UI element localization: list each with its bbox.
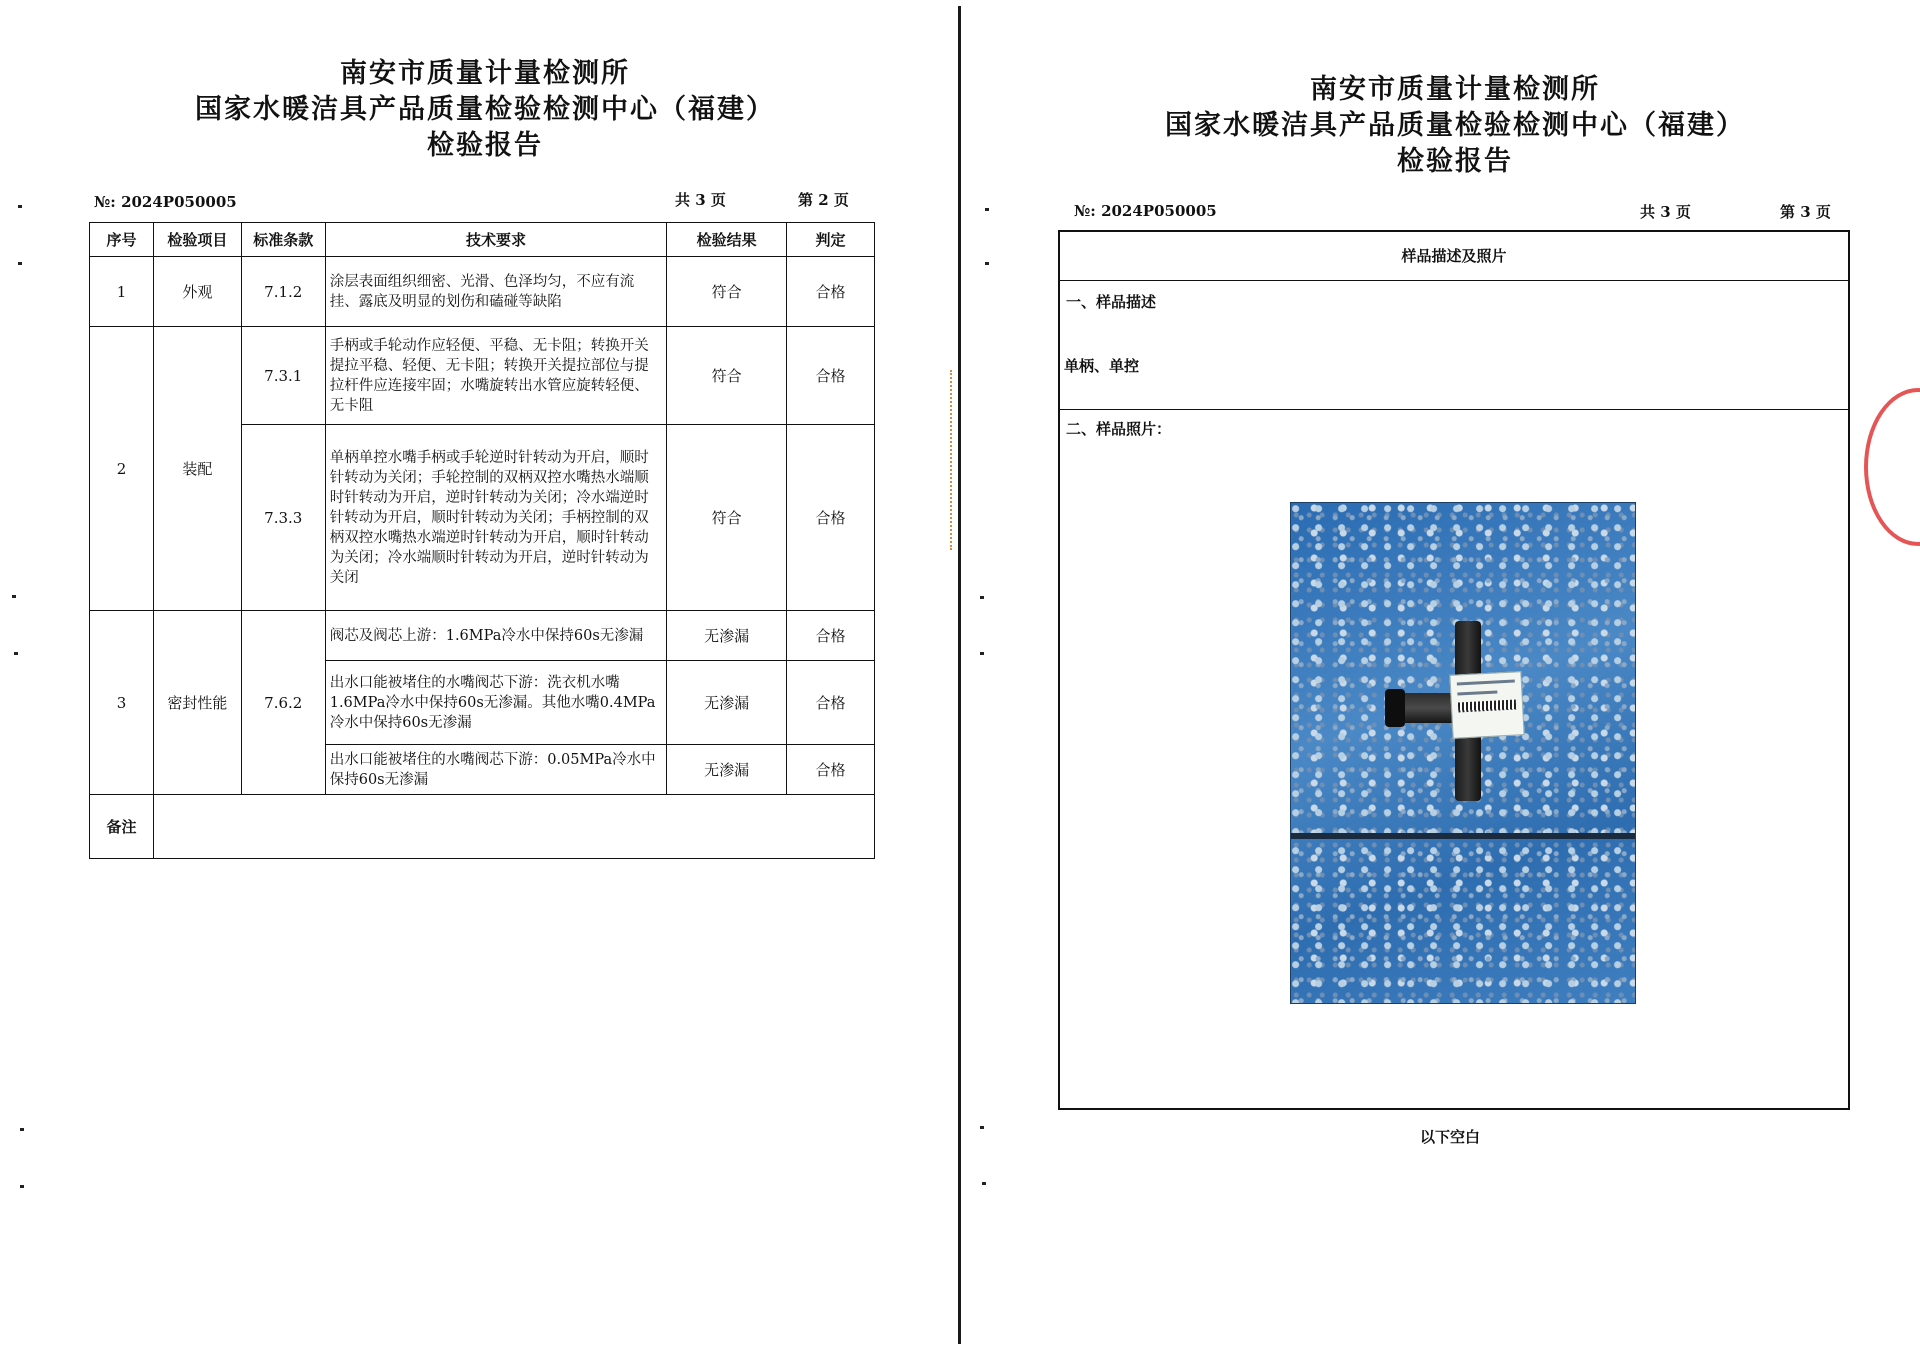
description-value: 单柄、单控 (1064, 357, 1140, 375)
end-note: 以下空白 (1420, 1128, 1481, 1146)
table-row (90, 257, 875, 327)
remarks-row (90, 795, 875, 859)
cell-result: 无渗漏 (667, 661, 787, 745)
cell-verdict: 合格 (787, 425, 875, 611)
scan-mark (20, 1185, 24, 1188)
cell-result: 符合 (667, 257, 787, 327)
page-divider (958, 6, 961, 1344)
remarks-label: 备注 (90, 795, 154, 859)
sample-section (1058, 230, 1850, 1110)
report-title: 检验报告 (1397, 146, 1513, 177)
cell-requirement: 单柄单控水嘴手柄或手轮逆时针转动为开启，顺时针转动为关闭；手轮控制的双柄双控水嘴热水端顺时针转动为开启，逆时针转动为关闭；冷水端逆时针转动为开启，顺时针转动为关闭；手柄控制的双柄双控水嘴热水端逆时针转动为开启，顺时针转动为关闭；冷水端顺时针转动为开启，逆时针转动为关闭 (325, 425, 667, 611)
valve-cap-icon (1385, 689, 1405, 727)
scan-mark (20, 1128, 24, 1131)
scan-mark (985, 262, 989, 265)
tile-joint-line (1291, 833, 1635, 839)
table-row (90, 327, 875, 425)
page-number: 第 3 页 (1780, 203, 1831, 221)
scan-mark (18, 262, 22, 265)
cell-requirement: 出水口能被堵住的水嘴阀芯下游：0.05MPa冷水中保持60s无渗漏 (325, 745, 667, 795)
inspection-table (89, 222, 875, 859)
total-pages: 共 3 页 (1640, 203, 1691, 221)
scan-mark (985, 208, 989, 211)
cell-verdict: 合格 (787, 327, 875, 425)
scan-mark (980, 652, 984, 655)
cell-result: 符合 (667, 327, 787, 425)
cell-clause: 7.3.1 (241, 327, 325, 425)
cell-verdict: 合格 (787, 661, 875, 745)
scan-mark (14, 652, 18, 655)
col-header-result: 检验结果 (667, 223, 787, 257)
scan-mark (980, 1126, 984, 1129)
scan-mark (12, 595, 16, 598)
scan-mark (982, 1182, 986, 1185)
cell-result: 符合 (667, 425, 787, 611)
page-header (90, 56, 880, 164)
institute-name: 南安市质量计量检测所 (1310, 74, 1600, 105)
cell-seq: 2 (90, 327, 154, 611)
photo-label: 二、样品照片： (1066, 420, 1172, 438)
col-header-clause: 标准条款 (241, 223, 325, 257)
report-title: 检验报告 (427, 130, 543, 161)
cell-seq: 3 (90, 611, 154, 795)
scan-mark (18, 205, 22, 208)
cell-item: 外观 (153, 257, 241, 327)
col-header-requirement: 技术要求 (325, 223, 667, 257)
cell-requirement: 阀芯及阀芯上游：1.6MPa冷水中保持60s无渗漏 (325, 611, 667, 661)
official-seal (1864, 388, 1920, 546)
cell-result: 无渗漏 (667, 745, 787, 795)
total-pages: 共 3 页 (675, 191, 726, 209)
institute-name: 南安市质量计量检测所 (340, 58, 630, 89)
sample-description-block (1060, 281, 1848, 410)
cell-verdict: 合格 (787, 611, 875, 661)
seal-edge-marks (950, 370, 962, 550)
sample-photo (1290, 502, 1636, 1004)
sample-photo-block (1060, 410, 1848, 1110)
cell-item: 密封性能 (153, 611, 241, 795)
product-label-tag (1449, 671, 1524, 739)
cell-requirement: 出水口能被堵住的水嘴阀芯下游：洗衣机水嘴1.6MPa冷水中保持60s无渗漏。其他水嘴0.4MPa冷水中保持60s无渗漏 (325, 661, 667, 745)
center-name: 国家水暖洁具产品质量检验检测中心（福建） (1165, 110, 1745, 141)
cell-requirement: 手柄或手轮动作应轻便、平稳、无卡阻；转换开关提拉平稳、轻便、无卡阻；转换开关提拉部位与提拉杆件应连接牢固；水嘴旋转出水管应旋转轻便、无卡阻 (325, 327, 667, 425)
cell-verdict: 合格 (787, 257, 875, 327)
remarks-value (153, 795, 874, 859)
cell-clause: 7.1.2 (241, 257, 325, 327)
section-title: 样品描述及照片 (1060, 232, 1848, 281)
cell-verdict: 合格 (787, 745, 875, 795)
cell-seq: 1 (90, 257, 154, 327)
cell-clause: 7.6.2 (241, 611, 325, 795)
report-number: №: 2024P050005 (94, 193, 237, 211)
page-header (1120, 72, 1790, 180)
col-header-seq: 序号 (90, 223, 154, 257)
cell-result: 无渗漏 (667, 611, 787, 661)
page-number: 第 2 页 (798, 191, 849, 209)
report-number: №: 2024P050005 (1074, 202, 1217, 220)
cell-item: 装配 (153, 327, 241, 611)
col-header-item: 检验项目 (153, 223, 241, 257)
cell-requirement: 涂层表面组织细密、光滑、色泽均匀，不应有流挂、露底及明显的划伤和磕碰等缺陷 (325, 257, 667, 327)
center-name: 国家水暖洁具产品质量检验检测中心（福建） (195, 94, 775, 125)
table-row (90, 611, 875, 661)
cell-clause: 7.3.3 (241, 425, 325, 611)
table-header-row (90, 223, 875, 257)
scan-mark (980, 596, 984, 599)
description-label: 一、样品描述 (1066, 293, 1157, 311)
col-header-verdict: 判定 (787, 223, 875, 257)
